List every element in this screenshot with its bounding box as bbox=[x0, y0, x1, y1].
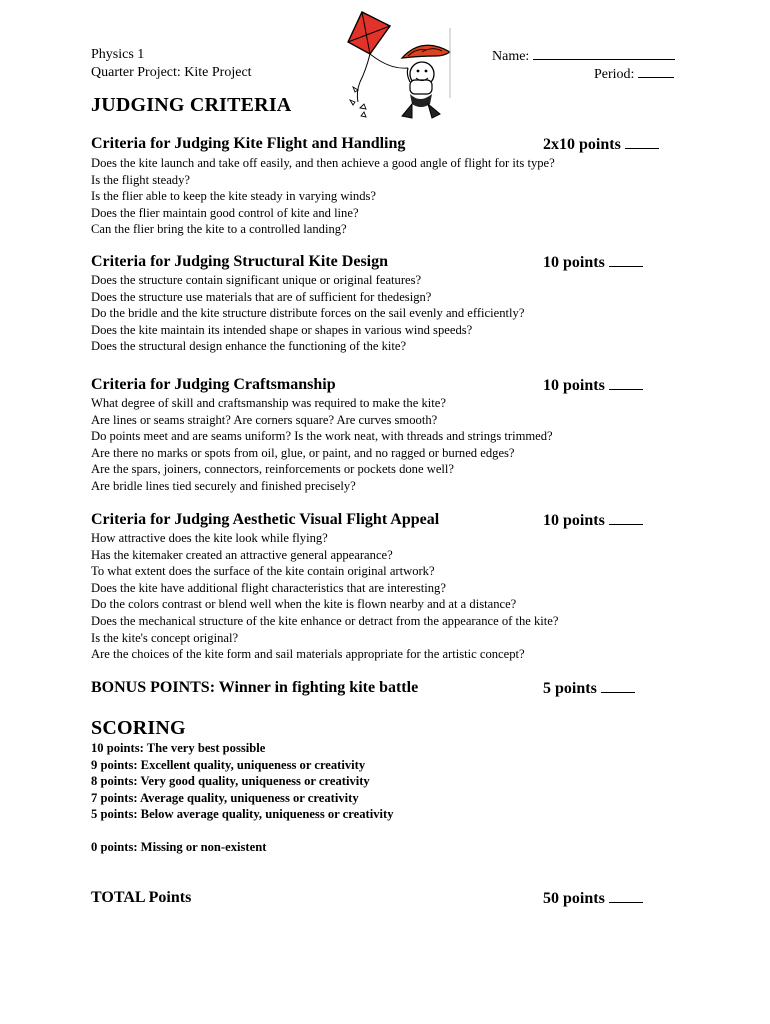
period-field bbox=[594, 64, 674, 84]
section-points-value: 2x10 points bbox=[543, 136, 621, 153]
question-item: Are bridle lines tied securely and finished precisely? bbox=[91, 478, 356, 493]
section-points bbox=[543, 376, 643, 395]
question-item: Do points meet and are seams uniform? Is the work neat, with threads and strings trimmed? bbox=[91, 429, 553, 444]
bonus-points-value: 5 points bbox=[543, 680, 597, 697]
question-list bbox=[91, 155, 555, 238]
scoring-level: 9 points: Excellent quality, uniqueness or creativity bbox=[91, 757, 366, 772]
question-list bbox=[91, 395, 553, 495]
scoring-level: 5 points: Below average quality, uniqueness or creativity bbox=[91, 807, 394, 822]
question-item: Does the kite launch and take off easily, and then achieve a good angle of flight for its type? bbox=[91, 156, 555, 170]
bonus-title: BONUS POINTS: Winner in fighting kite battle bbox=[91, 679, 419, 696]
scoring-title: SCORING bbox=[91, 717, 186, 739]
question-item: Does the structure contain significant unique or original features? bbox=[91, 273, 422, 287]
bonus-points bbox=[543, 679, 635, 698]
page-title: JUDGING CRITERIA bbox=[91, 94, 292, 116]
total-label: TOTAL Points bbox=[91, 889, 192, 906]
score-blank bbox=[609, 376, 643, 390]
section-title: Criteria for Judging Structural Kite Design bbox=[91, 253, 389, 270]
name-field bbox=[492, 46, 675, 66]
question-item: Do the bridle and the kite structure distribute forces on the sail evenly and efficiently? bbox=[91, 306, 525, 321]
section-points-value: 10 points bbox=[543, 512, 605, 529]
question-item: Are lines or seams straight? Are corners square? Are curves smooth? bbox=[91, 412, 438, 427]
period-label: Period: bbox=[594, 67, 635, 82]
scoring-level: 7 points: Average quality, uniqueness or creativity bbox=[91, 790, 359, 805]
question-item: What degree of skill and craftsmanship was required to make the kite? bbox=[91, 396, 446, 410]
scoring-list bbox=[91, 740, 394, 823]
score-blank bbox=[609, 511, 643, 525]
name-label: Name: bbox=[492, 49, 530, 64]
name-blank bbox=[533, 46, 675, 60]
question-item: Is the flight steady? bbox=[91, 172, 190, 187]
section-title: Criteria for Judging Craftsmanship bbox=[91, 376, 336, 393]
question-item: Do the colors contrast or blend well when the kite is flown nearby and at a distance? bbox=[91, 597, 517, 612]
score-blank bbox=[625, 135, 659, 149]
question-item: Has the kitemaker created an attractive general appearance? bbox=[91, 547, 393, 562]
score-blank bbox=[601, 679, 635, 693]
question-item: Does the mechanical structure of the kite enhance or detract from the appearance of the kite? bbox=[91, 613, 559, 628]
section-points bbox=[543, 135, 659, 154]
question-item: Can the flier bring the kite to a controlled landing? bbox=[91, 222, 347, 237]
period-blank bbox=[638, 64, 674, 78]
question-item: How attractive does the kite look while flying? bbox=[91, 531, 328, 545]
score-blank bbox=[609, 253, 643, 267]
section-points-value: 10 points bbox=[543, 377, 605, 394]
course-label: Physics 1 bbox=[91, 47, 145, 62]
question-item: Does the structure use materials that are of sufficient for thedesign? bbox=[91, 289, 432, 304]
total-points bbox=[543, 889, 643, 908]
question-item: Is the flier able to keep the kite steady in varying winds? bbox=[91, 189, 377, 204]
section-title: Criteria for Judging Aesthetic Visual Flight Appeal bbox=[91, 511, 440, 528]
score-blank bbox=[609, 889, 643, 903]
question-item: To what extent does the surface of the kite contain original artwork? bbox=[91, 564, 435, 579]
project-label: Quarter Project: Kite Project bbox=[91, 65, 252, 80]
scoring-level: 8 points: Very good quality, uniqueness or creativity bbox=[91, 774, 370, 789]
question-item: Are the choices of the kite form and sail materials appropriate for the artistic concept? bbox=[91, 647, 525, 662]
question-item: Does the flier maintain good control of kite and line? bbox=[91, 205, 359, 220]
section-points-value: 10 points bbox=[543, 254, 605, 271]
total-points-value: 50 points bbox=[543, 890, 605, 907]
kite-boy-illustration bbox=[338, 8, 466, 126]
question-item: Are there no marks or spots from oil, glue, or paint, and no ragged or burned edges? bbox=[91, 445, 515, 460]
question-item: Does the kite maintain its intended shape or shapes in various wind speeds? bbox=[91, 322, 473, 337]
question-item: Does the kite have additional flight characteristics that are interesting? bbox=[91, 580, 446, 595]
question-list bbox=[91, 530, 559, 663]
scoring-level: 10 points: The very best possible bbox=[91, 741, 266, 755]
section-title: Criteria for Judging Kite Flight and Handling bbox=[91, 135, 406, 152]
question-item: Is the kite's concept original? bbox=[91, 630, 239, 645]
scoring-zero: 0 points: Missing or non-existent bbox=[91, 840, 267, 854]
section-points bbox=[543, 253, 643, 272]
section-points bbox=[543, 511, 643, 530]
question-item: Does the structural design enhance the functioning of the kite? bbox=[91, 339, 407, 354]
question-item: Are the spars, joiners, connectors, reinforcements or pockets done well? bbox=[91, 462, 454, 477]
question-list bbox=[91, 272, 524, 355]
